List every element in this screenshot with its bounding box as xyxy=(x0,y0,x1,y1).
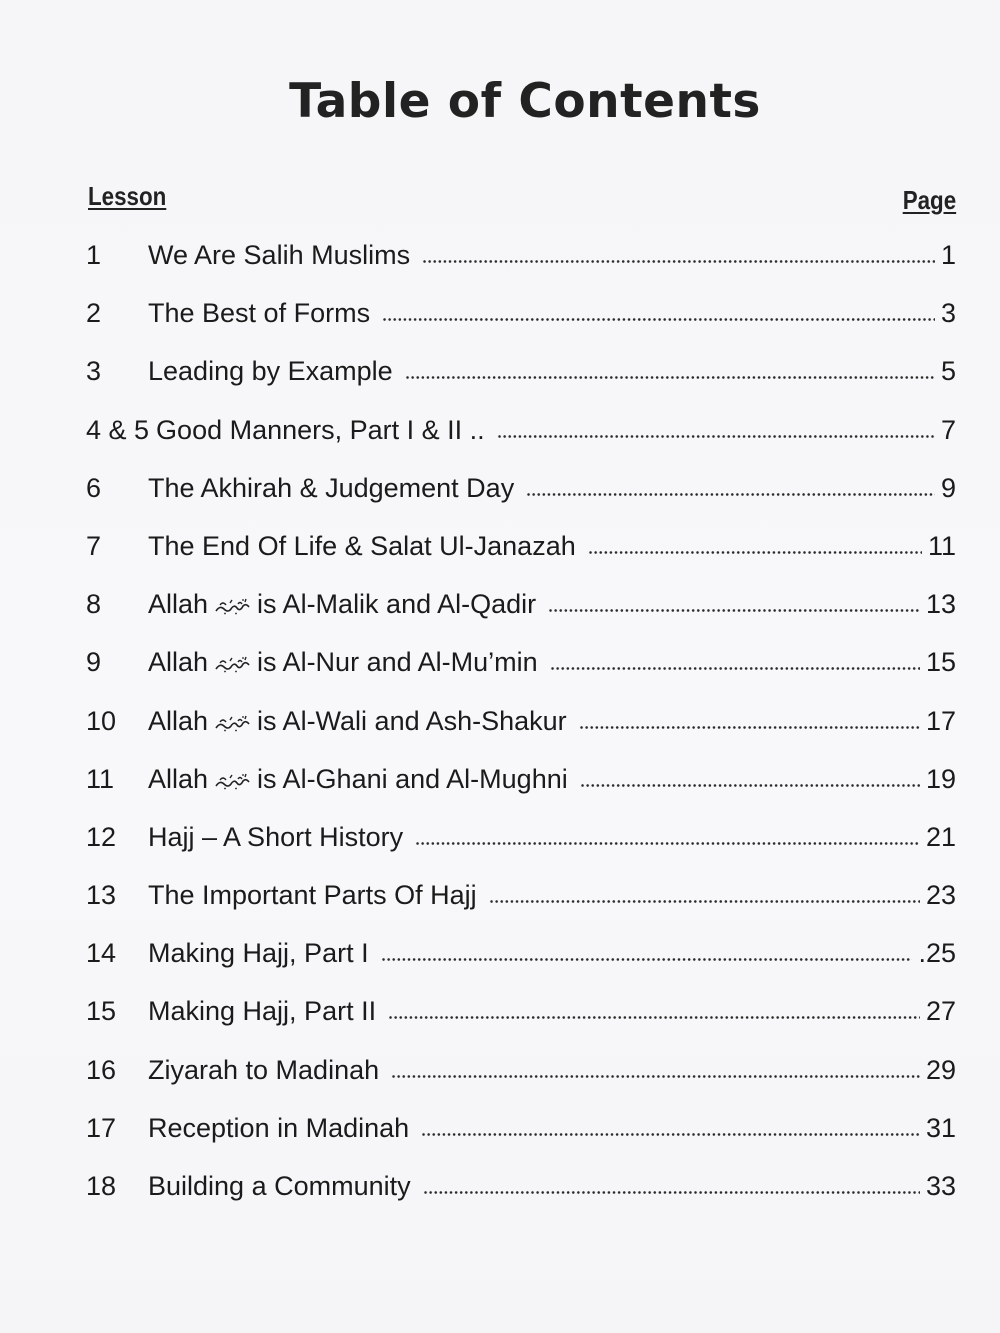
arabic-honorific-icon xyxy=(214,597,252,615)
toc-entry xyxy=(86,1163,956,1221)
lesson-title: The Akhirah & Judgement Day xyxy=(148,472,515,503)
dot-leader xyxy=(405,372,935,380)
lesson-title xyxy=(148,763,568,794)
dot-leader xyxy=(415,838,920,846)
page-number: 5 xyxy=(940,356,956,387)
page-number: 7 xyxy=(940,414,956,445)
toc-entry xyxy=(86,290,956,348)
toc-entry xyxy=(86,756,956,814)
lesson-column-header: Lesson xyxy=(88,181,167,211)
lesson-title-suffix: is Al-Ghani and Al-Mughni xyxy=(257,763,568,794)
page-number: 3 xyxy=(940,298,956,329)
toc-entry xyxy=(86,348,956,406)
lesson-title: Hajj – A Short History xyxy=(148,821,404,852)
lesson-title-suffix: is Al-Nur and Al-Mu’min xyxy=(257,647,538,678)
dot-leader xyxy=(388,1012,920,1020)
dot-leader xyxy=(580,780,920,788)
lesson-title-prefix: Allah xyxy=(148,647,209,678)
page-number: 9 xyxy=(940,472,956,503)
arabic-honorific-icon xyxy=(214,772,252,790)
lesson-title: Leading by Example xyxy=(148,356,393,387)
toc-entry xyxy=(86,698,956,756)
page-number: 17 xyxy=(925,705,956,736)
lesson-number: 12 xyxy=(86,821,117,852)
lesson-number: 2 xyxy=(86,298,102,329)
lesson-title: The Important Parts Of Hajj xyxy=(148,880,477,911)
dot-leader xyxy=(588,547,922,555)
dot-leader xyxy=(382,314,935,322)
lesson-title-suffix: is Al-Malik and Al-Qadir xyxy=(257,589,537,620)
lesson-title: Making Hajj, Part II xyxy=(148,996,377,1027)
dot-leader xyxy=(381,954,913,962)
lesson-number: 16 xyxy=(86,1054,117,1085)
lesson-title: Making Hajj, Part I xyxy=(148,938,369,969)
lesson-title: We Are Salih Muslims xyxy=(148,240,411,270)
lesson-number: 17 xyxy=(86,1112,117,1143)
lesson-title-prefix: Allah xyxy=(148,589,209,620)
page-number: 33 xyxy=(925,1171,956,1201)
page-number: 11 xyxy=(927,530,956,561)
lesson-number: 14 xyxy=(86,938,117,969)
lesson-title xyxy=(148,591,536,618)
lesson-title-prefix: Allah xyxy=(148,763,209,794)
lesson-title: Reception in Madinah xyxy=(148,1112,410,1143)
toc-entry xyxy=(86,465,956,523)
lesson-title xyxy=(148,649,538,676)
lesson-title: Good Manners, Part I & II .. xyxy=(156,414,485,445)
page-title: Table of Contents xyxy=(289,74,761,129)
lesson-number: 18 xyxy=(86,1171,117,1201)
lesson-number: 15 xyxy=(86,996,117,1027)
toc-entry xyxy=(86,872,956,930)
toc-entry xyxy=(86,988,956,1046)
lesson-number: 4 & 5 xyxy=(86,414,150,445)
page-number: 29 xyxy=(925,1054,956,1085)
lesson-title: Ziyarah to Madinah xyxy=(148,1054,380,1085)
dot-leader xyxy=(421,1129,920,1137)
dot-leader xyxy=(391,1071,920,1079)
page-number: 1 xyxy=(940,240,956,270)
toc-entry xyxy=(86,1105,956,1163)
lesson-number: 1 xyxy=(86,240,102,270)
toc-entry xyxy=(86,523,956,581)
dot-leader xyxy=(548,605,920,613)
lesson-number: 3 xyxy=(86,356,102,387)
page-number: 15 xyxy=(925,647,956,678)
lesson-title xyxy=(148,705,567,736)
dot-leader xyxy=(422,256,935,264)
page-number: 21 xyxy=(925,821,956,852)
lesson-number: 8 xyxy=(86,589,102,620)
page-number: 31 xyxy=(925,1112,956,1143)
lesson-number: 6 xyxy=(86,472,102,503)
lesson-title-prefix: Allah xyxy=(148,705,209,736)
toc-list xyxy=(86,232,956,1221)
page-number: 23 xyxy=(925,880,956,911)
lesson-number: 10 xyxy=(86,705,117,736)
toc-entry xyxy=(86,639,956,697)
dot-leader xyxy=(423,1187,920,1195)
lesson-title: The Best of Forms xyxy=(148,298,371,329)
arabic-honorific-icon xyxy=(214,714,252,732)
lesson-number: 9 xyxy=(86,647,102,678)
lesson-title: Building a Community xyxy=(148,1171,411,1201)
dot-leader xyxy=(550,663,920,671)
page-number: 27 xyxy=(925,996,956,1027)
page-number: .25 xyxy=(918,938,956,969)
toc-entry xyxy=(86,1047,956,1105)
arabic-honorific-icon xyxy=(214,655,252,673)
dot-leader xyxy=(579,722,920,730)
lesson-number: 13 xyxy=(86,880,117,911)
page-number: 13 xyxy=(925,589,956,620)
toc-entry xyxy=(86,814,956,872)
lesson-title-suffix: is Al-Wali and Ash-Shakur xyxy=(257,705,567,736)
toc-entry xyxy=(86,581,956,639)
toc-entry xyxy=(86,232,956,290)
page-number: 19 xyxy=(925,763,956,794)
toc-entry xyxy=(86,407,956,465)
lesson-number: 11 xyxy=(86,763,115,794)
dot-leader xyxy=(489,896,920,904)
lesson-title: The End Of Life & Salat Ul-Janazah xyxy=(148,530,576,561)
dot-leader xyxy=(526,489,935,497)
page-column-header: Page xyxy=(902,185,956,215)
dot-leader xyxy=(497,431,935,439)
lesson-number: 7 xyxy=(86,530,102,561)
toc-entry xyxy=(86,930,956,988)
